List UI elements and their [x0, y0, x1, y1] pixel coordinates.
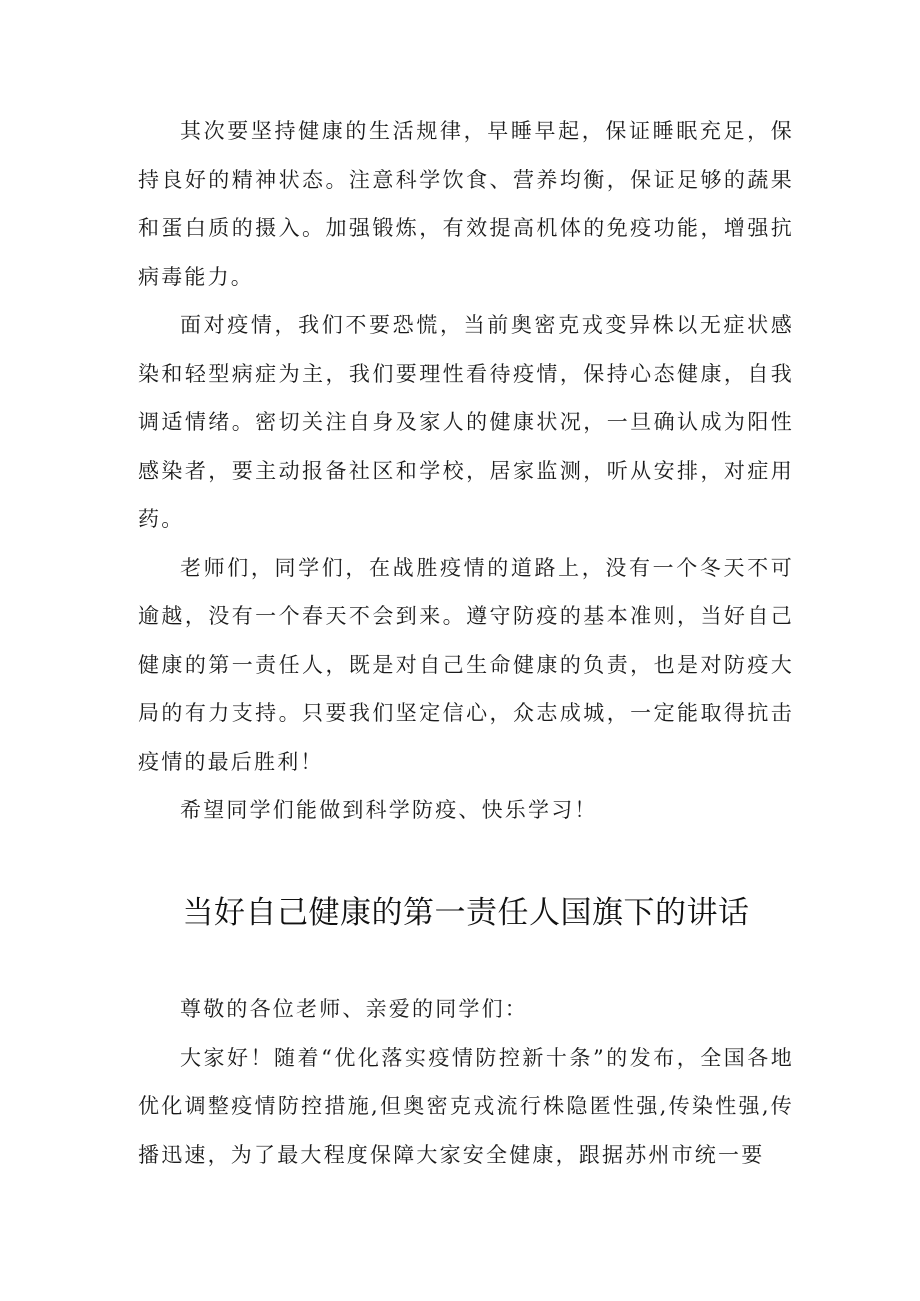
article-2-title: 当好自己健康的第一责任人国旗下的讲话 — [182, 895, 750, 931]
paragraph-teachers-students: 老师们，同学们，在战胜疫情的道路上，没有一个冬天不可逾越，没有一个春天不会到来。遵守防疫的基本准则，当好自己健康的第一责任人，既是对自己生命健康的负责，也是对防疫大局的有力支持。只要我们坚定信心，众志成城，一定能取得抗击疫情的最后胜利！ — [138, 555, 794, 774]
paragraph-greeting: 大家好！随着“优化落实疫情防控新十条”的发布，全国各地优化调整疫情防控措施,但奥密克戎流行株隐匿性强,传染性强,传播迅速，为了最大程度保障大家安全健康，跟据苏州市统一要 — [138, 1045, 794, 1167]
article-2-body — [138, 985, 794, 1179]
paragraph-face-epidemic: 面对疫情，我们不要恐慌，当前奥密克戎变异株以无症状感染和轻型病症为主，我们要理性看待疫情，保持心态健康，自我调适情绪。密切关注自身及家人的健康状况，一旦确认成为阳性感染者，要主动报备社区和学校，居家监测，听从安排，对症用药。 — [138, 313, 794, 531]
paragraph-health-habits: 其次要坚持健康的生活规律，早睡早起，保证睡眠充足，保持良好的精神状态。注意科学饮食、营养均衡，保证足够的蔬果和蛋白质的摄入。加强锻炼，有效提高机体的免疫功能，增强抗病毒能力。 — [138, 119, 794, 289]
paragraph-closing-wish: 希望同学们能做到科学防疫、快乐学习！ — [180, 798, 598, 822]
article-1-body — [138, 107, 794, 835]
paragraph-salutation: 尊敬的各位老师、亲爱的同学们： — [180, 997, 528, 1021]
